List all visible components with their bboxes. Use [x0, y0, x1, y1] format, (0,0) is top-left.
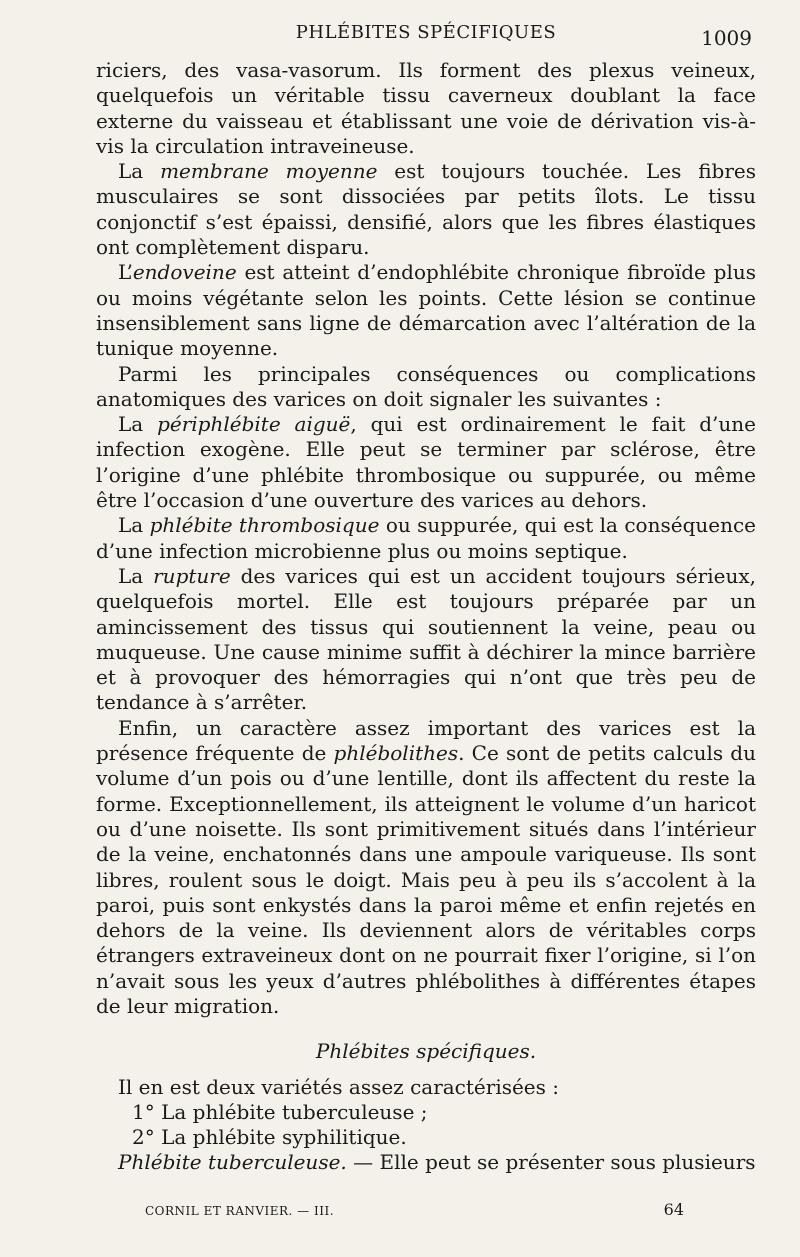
- list-item: 2° La phlébite syphilitique.: [132, 1125, 407, 1150]
- list-item: 1° La phlébite tuberculeuse ;: [132, 1099, 428, 1124]
- text-run: riciers, des vasa-vasorum. Ils forment des plexus veineux, quelquefois un véritable tissu caverneux doublant la face externe du vaisseau et établissant une voie de dérivation vis-à-vis la circulation intraveineuse.: [96, 58, 756, 158]
- text-run: — Elle peut se présenter sous plusieurs: [346, 1150, 756, 1175]
- signature-line: CORNIL ET RANVIER. — III.: [145, 1204, 335, 1218]
- paragraph: [96, 564, 756, 716]
- paragraph: [96, 513, 756, 564]
- body-text: [96, 58, 756, 1176]
- italic-term: endoveine: [132, 260, 237, 285]
- running-title: PHLÉBITES SPÉCIFIQUES: [295, 22, 557, 43]
- text-run: L’: [118, 260, 133, 285]
- text-run: ou suppurée, qui est la conséquence d’une infection microbienne plus ou moins septique.: [96, 513, 757, 563]
- italic-term: phlébolithes: [333, 741, 459, 766]
- paragraph: [96, 362, 756, 413]
- text-run: La: [118, 412, 158, 437]
- text-run: La: [118, 159, 161, 184]
- italic-term: périphlébite aiguë: [157, 412, 351, 437]
- italic-term: Phlébite tuberculeuse.: [118, 1150, 347, 1175]
- text-run: Enfin, un caractère assez important des varices est la présence fréquente de: [96, 715, 756, 766]
- paragraph: [96, 159, 756, 260]
- italic-term: rupture: [153, 563, 231, 588]
- italic-term: membrane moyenne: [160, 159, 378, 184]
- paragraph: [96, 716, 756, 1020]
- text-run: est toujours touchée. Les fibres musculaires se sont dissociées par petits îlots. Le tissu conjonctif s’est épaissi, densifié, alors que les fibres élastiques ont complètement disparu.: [96, 159, 756, 260]
- page-footer: [145, 1200, 684, 1219]
- text-run: . Ce sont de petits calculs du volume d’un pois ou d’une lentille, dont ils affectent du reste la forme. Exceptionnellement, ils atteignent le volume d’un haricot ou d’une noisette. Ils sont primitivement situés dans l’intérieur de la veine, enchatonnés dans une ampoule variqueuse. Ils sont libres, roulent sous le doigt. Mais peu à peu ils s’accolent à la paroi, puis sont enkystés dans la paroi même et enfin rejetés en dehors de la veine. Ils deviennent alors de véritables corps étrangers extraveineux dont on ne pourrait fixer l’origine, si l’on n’avait sous les yeux d’autres phlébolithes à différentes étapes de leur migration.: [96, 741, 756, 1018]
- page-number: 1009: [701, 26, 752, 50]
- text-run: , qui est ordinairement le fait d’une infection exogène. Elle peut se terminer par sclérose, être l’origine d’une phlébite thrombosique ou suppurée, ou même être l’occasion d’une ouverture des varices au dehors.: [96, 412, 757, 513]
- text-run: La: [118, 563, 154, 588]
- signature-mark: 64: [663, 1200, 684, 1219]
- text-run: Parmi les principales conséquences ou complications anatomiques des varices on doit signaler les suivantes :: [96, 361, 756, 411]
- page-header: [96, 22, 756, 54]
- last-paragraph: [96, 1150, 756, 1175]
- text-run: La: [118, 513, 150, 538]
- paragraph: [96, 412, 756, 513]
- section-intro: Il en est deux variétés assez caractérisées :: [118, 1074, 560, 1099]
- text-run: est atteint d’endophlébite chronique fibroïde plus ou moins végétante selon les points. Cette lésion se continue insensiblement sans ligne de démarcation avec l’altération de la tunique moyenne.: [96, 260, 756, 361]
- paragraph: [96, 260, 756, 361]
- text-run: des varices qui est un accident toujours sérieux, quelquefois mortel. Elle est toujours préparée par un amincissement des tissus qui soutiennent la veine, peau ou muqueuse. Une cause minime suffit à déchirer la mince barrière et à provoquer des hémorragies qui n’ont que très peu de tendance à s’arrêter.: [96, 563, 756, 715]
- italic-term: phlébite thrombosique: [149, 513, 380, 538]
- section-heading: Phlébites spécifiques.: [315, 1039, 537, 1064]
- paragraph: [96, 58, 756, 159]
